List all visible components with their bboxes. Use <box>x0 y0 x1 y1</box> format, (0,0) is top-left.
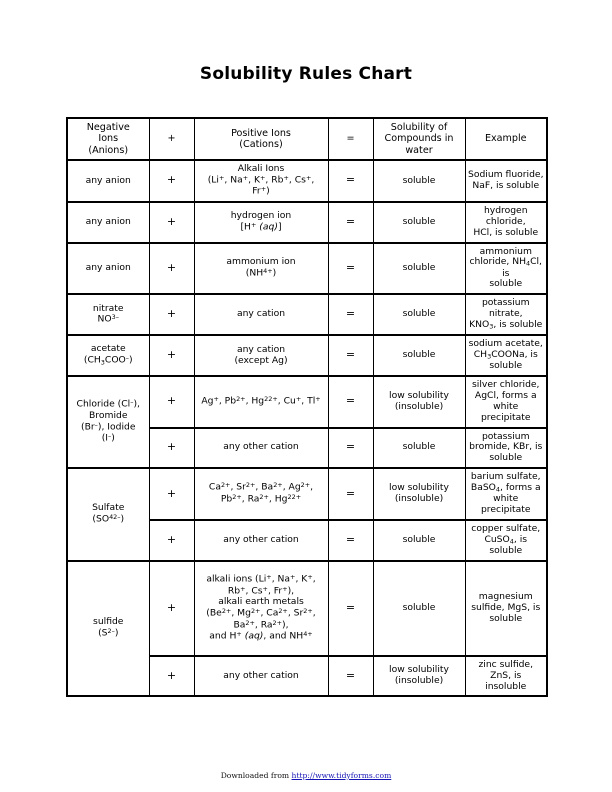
cell-example: magnesium sulfide, MgS, is soluble <box>465 561 547 656</box>
cell-example: copper sulfate, CuSO$_4$, is soluble <box>465 520 547 561</box>
cell-plus: + <box>149 202 194 243</box>
cell-solubility: low solubility (insoluble) <box>373 468 465 520</box>
cell-plus: + <box>149 561 194 656</box>
footer <box>0 771 612 780</box>
cell-equals: = <box>328 561 373 656</box>
table-row <box>67 243 547 295</box>
table-row <box>67 335 547 376</box>
cell-cation: alkali ions (Li+, Na+, K+, Rb+, Cs+, Fr+), alkali earth metals ($Be^{2+}$, $Mg^{2+}$, $Ca^{2+}$, $Sr^{2+}$, $Ba^{2+}$, $Ra^{2+}$), and H+ (aq), and $NH^{4+}$ <box>194 561 328 656</box>
cell-example: barium sulfate, BaSO$_4$, forms a white precipitate <box>465 468 547 520</box>
table-row <box>67 376 547 427</box>
cell-solubility: soluble <box>373 202 465 243</box>
table-header-row <box>67 118 547 160</box>
header-line: Negative <box>86 122 130 133</box>
cell-solubility: low solubility (insoluble) <box>373 376 465 427</box>
footer-source-link[interactable]: http://www.tidyforms.com <box>291 771 392 780</box>
cell-cation: any cation <box>194 294 328 335</box>
solubility-rules-table-container <box>66 117 546 697</box>
cell-solubility: soluble <box>373 335 465 376</box>
column-header-plus: + <box>149 118 194 160</box>
cell-anion: acetate $(CH_3COO^-)$ <box>67 335 149 376</box>
table-row <box>67 294 547 335</box>
table-row <box>67 202 547 243</box>
cell-solubility: soluble <box>373 160 465 202</box>
column-header-negative-ions <box>67 118 149 160</box>
cell-solubility: soluble <box>373 294 465 335</box>
cell-cation: hydrogen ion [H+ (aq)] <box>194 202 328 243</box>
cell-example: potassium bromide, KBr, is soluble <box>465 428 547 469</box>
cell-equals: = <box>328 376 373 427</box>
table-body <box>67 160 547 696</box>
cell-equals: = <box>328 520 373 561</box>
cell-example: sodium acetate, $CH_3COONa$, is soluble <box>465 335 547 376</box>
cell-anion: Chloride (Cl–), Bromide (Br–), Iodide (I–) <box>67 376 149 468</box>
cell-plus: + <box>149 335 194 376</box>
cell-cation: Ag+, $Pb^{2+}$, $Hg^{22+}$, Cu+, Tl+ <box>194 376 328 427</box>
cell-plus: + <box>149 428 194 469</box>
cell-plus: + <box>149 243 194 295</box>
cell-example: hydrogen chloride, HCl, is soluble <box>465 202 547 243</box>
cell-example: silver chloride, AgCl, forms a white precipitate <box>465 376 547 427</box>
cell-plus: + <box>149 160 194 202</box>
cell-solubility: soluble <box>373 561 465 656</box>
cell-cation: any other cation <box>194 428 328 469</box>
cell-solubility: soluble <box>373 428 465 469</box>
column-header-positive-ions <box>194 118 328 160</box>
header-line: (Anions) <box>88 144 129 156</box>
header-line: (Cations) <box>239 138 283 150</box>
cell-example: Sodium fluoride, NaF, is soluble <box>465 160 547 202</box>
cell-cation: any cation (except Ag) <box>194 335 328 376</box>
table-row <box>67 561 547 656</box>
cell-equals: = <box>328 294 373 335</box>
cell-equals: = <box>328 468 373 520</box>
cell-equals: = <box>328 335 373 376</box>
cell-anion: any anion <box>67 160 149 202</box>
cell-anion: nitrate $NO^{3-}$ <box>67 294 149 335</box>
header-line: Compounds in <box>384 133 454 145</box>
cell-equals: = <box>328 202 373 243</box>
cell-anion: Sulfate $(SO^{42-})$ <box>67 468 149 561</box>
cell-cation: ammonium ion $(NH^{4+})$ <box>194 243 328 295</box>
cell-equals: = <box>328 160 373 202</box>
header-line: Solubility of <box>390 122 448 133</box>
header-line: Positive Ions <box>231 127 291 139</box>
cell-example: potassium nitrate, $KNO_3$, is soluble <box>465 294 547 335</box>
cell-cation: any other cation <box>194 656 328 697</box>
cell-equals: = <box>328 243 373 295</box>
solubility-rules-table <box>66 117 548 697</box>
cell-plus: + <box>149 376 194 427</box>
cell-solubility: soluble <box>373 520 465 561</box>
column-header-example: Example <box>465 118 547 160</box>
cell-equals: = <box>328 428 373 469</box>
cell-anion: sulfide $(S^{2-})$ <box>67 561 149 697</box>
column-header-solubility <box>373 118 465 160</box>
page-title: Solubility Rules Chart <box>199 64 413 84</box>
header-line: water <box>405 144 433 156</box>
footer-prefix: Downloaded from <box>220 771 292 780</box>
cell-plus: + <box>149 520 194 561</box>
cell-cation: Alkali Ions (Li+, Na+, K+, Rb+, Cs+, Fr+) <box>194 160 328 202</box>
table-row <box>67 160 547 202</box>
cell-cation: $Ca^{2+}$, $Sr^{2+}$, $Ba^{2+}$, $Ag^{2+}$, $Pb^{2+}$, $Ra^{2+}$, $Hg^{22+}$ <box>194 468 328 520</box>
cell-cation: any other cation <box>194 520 328 561</box>
cell-example: ammonium chloride, $NH_4Cl$, is soluble <box>465 243 547 295</box>
cell-plus: + <box>149 294 194 335</box>
column-header-equals: = <box>328 118 373 160</box>
cell-equals: = <box>328 656 373 697</box>
cell-solubility: soluble <box>373 243 465 295</box>
cell-solubility: low solubility (insoluble) <box>373 656 465 697</box>
header-line: Ions <box>98 133 119 145</box>
table-row <box>67 468 547 520</box>
cell-plus: + <box>149 468 194 520</box>
cell-plus: + <box>149 656 194 697</box>
cell-anion: any anion <box>67 243 149 295</box>
cell-anion: any anion <box>67 202 149 243</box>
cell-example: zinc sulfide, ZnS, is insoluble <box>465 656 547 697</box>
